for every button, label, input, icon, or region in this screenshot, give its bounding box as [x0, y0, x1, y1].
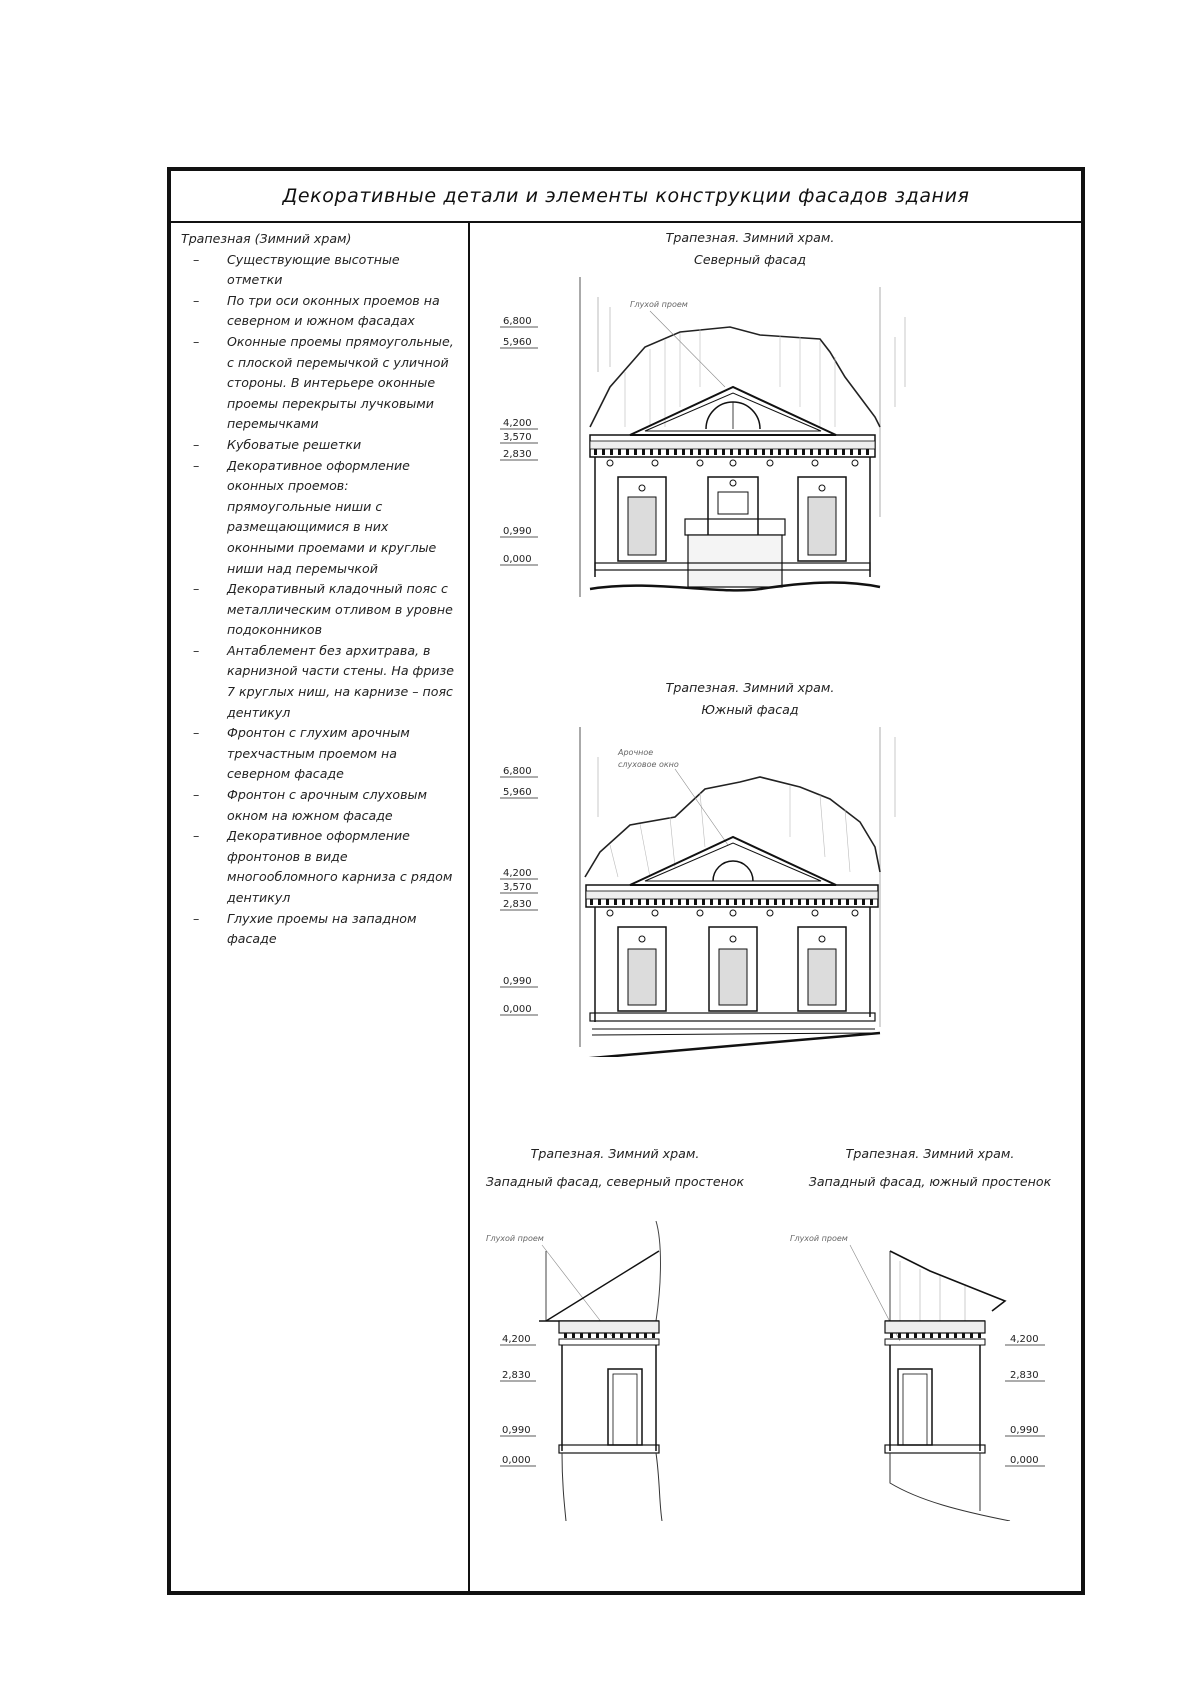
west-north-level-2: 0,990	[502, 1425, 531, 1436]
west-south-caption-line2: Западный фасад, южный простенок	[808, 1174, 1052, 1189]
west-north-note: Глухой проем	[486, 1234, 544, 1243]
sheet-title: Декоративные детали и элементы конструкции фасадов здания	[282, 185, 970, 207]
feature-item: – По три оси оконных проемов на северном и южном фасадах	[181, 291, 460, 332]
description-column	[171, 221, 470, 1591]
west-north-caption-line2: Западный фасад, северный простенок	[485, 1174, 745, 1189]
west-north-caption-line1: Трапезная. Зимний храм.	[530, 1146, 700, 1161]
west-north-level-0: 4,200	[502, 1334, 531, 1345]
south-level-0: 6,800	[503, 766, 532, 777]
north-level-0: 6,800	[503, 316, 532, 327]
feature-item: – Декоративное оформление фронтонов в виде многообломного карниза с рядом дентикул	[181, 826, 460, 908]
west-south-level-0: 4,200	[1010, 1334, 1039, 1345]
west-north-caption	[480, 1143, 750, 1193]
description-heading: Трапезная (Зимний храм)	[181, 231, 352, 246]
south-level-5: 0,990	[503, 976, 532, 987]
west-south-level-3: 0,000	[1010, 1455, 1039, 1466]
south-caption-line1: Трапезная. Зимний храм.	[665, 680, 835, 695]
title-block	[171, 171, 1081, 223]
feature-list	[181, 250, 460, 950]
south-note-line1: Арочное	[618, 748, 654, 757]
north-level-6: 0,000	[503, 554, 532, 565]
feature-item: – Фронтон с глухим арочным трехчастным проемом на северном фасаде	[181, 723, 460, 785]
west-south-note: Глухой проем	[790, 1234, 848, 1243]
west-north-pier-drawing	[484, 1221, 754, 1521]
north-level-5: 0,990	[503, 526, 532, 537]
south-caption-line2: Южный фасад	[701, 702, 799, 717]
north-caption-line2: Северный фасад	[694, 252, 806, 267]
north-level-1: 5,960	[503, 337, 532, 348]
south-level-3: 3,570	[503, 882, 532, 893]
feature-item: – Существующие высотные отметки	[181, 250, 460, 291]
north-level-4: 2,830	[503, 449, 532, 460]
feature-item: – Декоративный кладочный пояс с металлическим отливом в уровне подоконников	[181, 579, 460, 641]
south-level-2: 4,200	[503, 868, 532, 879]
feature-item: – Кубоватые решетки	[181, 435, 460, 456]
north-facade-caption	[620, 227, 880, 271]
south-note-line2: слуховое окно	[618, 760, 679, 769]
drawing-sheet	[167, 167, 1085, 1595]
north-note: Глухой проем	[630, 300, 688, 309]
north-caption-line1: Трапезная. Зимний храм.	[665, 230, 835, 245]
feature-item: – Антаблемент без архитрава, в карнизной части стены. На фризе 7 круглых ниш, на карнизе – пояс дентикул	[181, 641, 460, 723]
west-south-level-1: 2,830	[1010, 1370, 1039, 1381]
west-south-pier-drawing	[780, 1221, 1070, 1521]
south-level-4: 2,830	[503, 899, 532, 910]
drawings-column	[470, 221, 1081, 1591]
south-facade-drawing	[500, 727, 920, 1057]
west-south-caption	[790, 1143, 1070, 1193]
south-level-1: 5,960	[503, 787, 532, 798]
north-facade-drawing	[500, 277, 920, 607]
west-south-caption-line1: Трапезная. Зимний храм.	[845, 1146, 1015, 1161]
feature-item: – Фронтон с арочным слуховым окном на южном фасаде	[181, 785, 460, 826]
feature-item: – Оконные проемы прямоугольные, с плоской перемычкой с уличной стороны. В интерьере оконные проемы перекрыты лучковыми перемычками	[181, 332, 460, 435]
north-level-2: 4,200	[503, 418, 532, 429]
feature-item: – Декоративное оформление оконных проемов: прямоугольные ниши с размещающимися в них оконными проемами и круглые ниши над перемычкой	[181, 456, 460, 580]
west-north-level-1: 2,830	[502, 1370, 531, 1381]
feature-item: – Глухие проемы на западном фасаде	[181, 909, 460, 950]
south-level-6: 0,000	[503, 1004, 532, 1015]
north-level-3: 3,570	[503, 432, 532, 443]
west-south-level-2: 0,990	[1010, 1425, 1039, 1436]
west-north-level-3: 0,000	[502, 1455, 531, 1466]
south-facade-caption	[620, 677, 880, 721]
